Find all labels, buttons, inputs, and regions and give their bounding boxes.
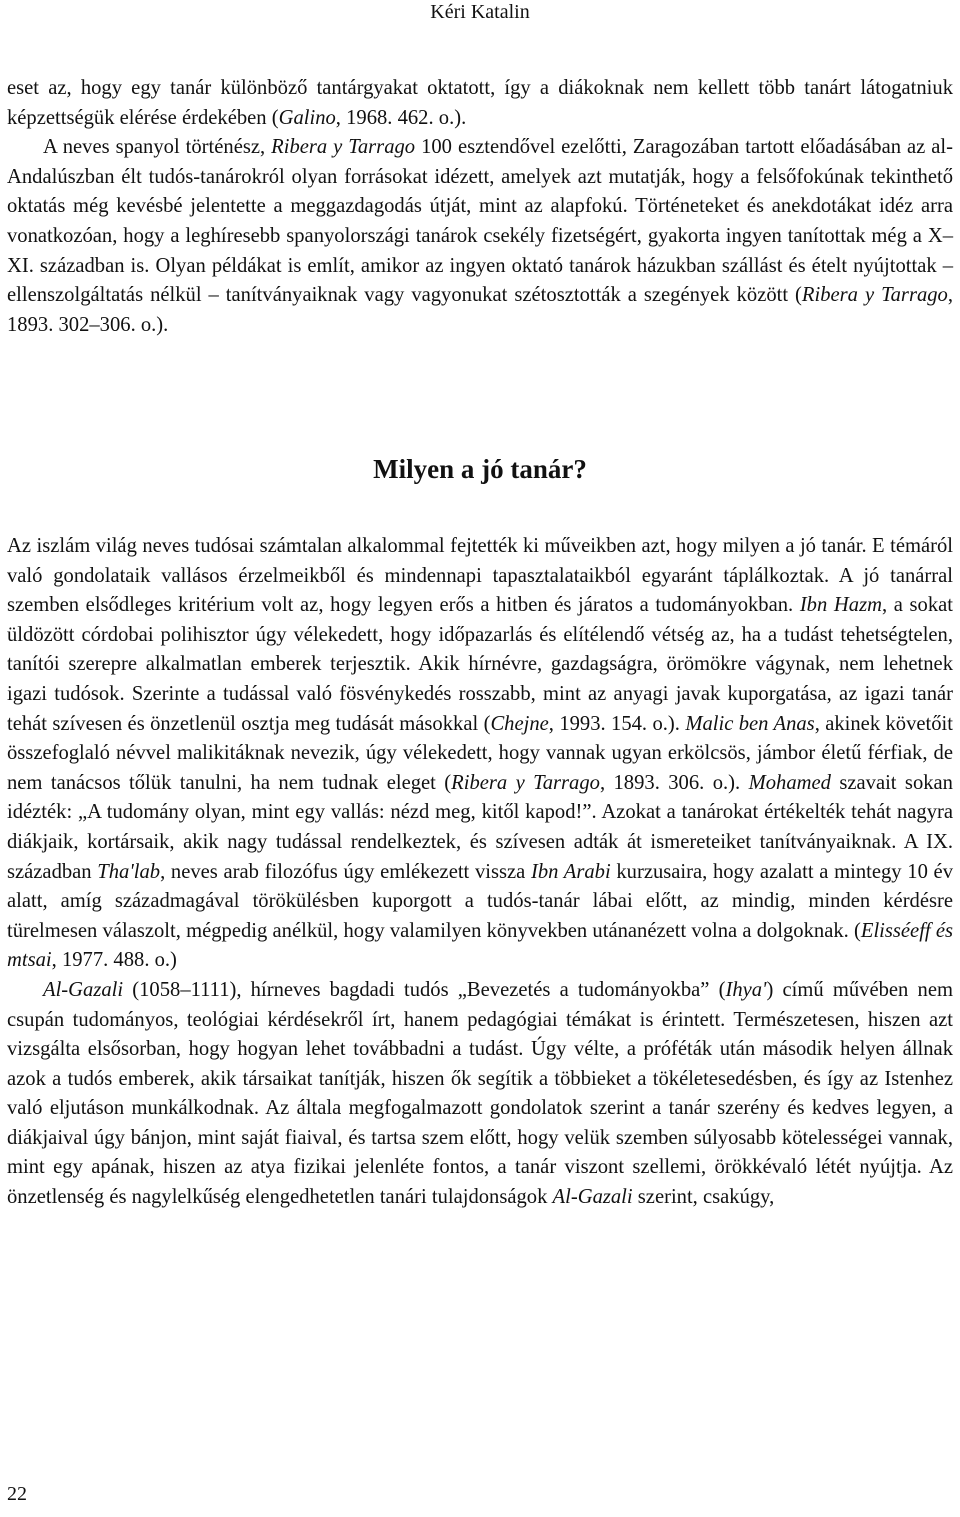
italic-citation-text: Ribera y Tarrago [801, 284, 948, 307]
text-run: kurzusaira, hogy azalatt a mintegy 10 év alatt, amíg századmagával törökülésben kuporgott a tudós-tanár lábai előtt, az mindig, minden kérdésre türelmesen válaszolt, mégpedig anélkül, hogy valamilyen könyvekben utánanézett volna a dolgoknak. ( [7, 860, 953, 942]
italic-citation-text: Ihya' [725, 978, 767, 1001]
text-run: szavait sokan idézték: „A tudomány olyan, mint egy vallás: nézd meg, kitől kapod!”. Azokat a tanárokat értékelték tehát nagyra diákjaik, kortársaik, akik nagy tudással rendelkeztek, és szívesen adták át ismereteiket tanítványaiknak. A IX. században [7, 771, 953, 883]
italic-citation-text: Chejne [490, 712, 549, 735]
italic-citation-text: Elisséeff és mtsai [7, 919, 953, 972]
text-run: , akinek követőit összefoglaló névvel malikitáknak nevezik, úgy vélekedett, hogy vannak ugyan erkölcsös, jámbor életű férfiak, de nem tanácsos tőlük tanulni, ha nem tudnak eleget ( [7, 712, 953, 794]
text-run: , 1893. 302–306. o.). [7, 284, 954, 336]
page-number: 22 [7, 1483, 27, 1505]
text-run: (1058–1111), hírneves bagdadi tudós „Bevezetés a tudományokba” ( [123, 978, 726, 1001]
text-run: szerint, csakúgy, [632, 1186, 775, 1209]
paragraph [7, 133, 953, 340]
italic-citation-text: Galino [278, 106, 336, 129]
italic-citation-text: Tha'lab [97, 860, 161, 883]
italic-citation-text: Ribera y Tarrago [451, 771, 600, 794]
text-run: Az iszlám világ neves tudósai számtalan alkalommal fejtették ki műveikben azt, hogy milyen a jó tanár. E témáról való gondolataik vallásos érzelmeikből és mindennapi tapasztalataikból egyaránt táplálkoztak. A jó tanárral szemben elsődleges kritérium volt az, hogy legyen erős a hitben és járatos a tudományokban. [7, 535, 953, 617]
italic-citation-text: Ibn Arabi [530, 860, 611, 883]
italic-citation-text: Al-Gazali [552, 1186, 633, 1209]
text-run: , a sokat üldözött córdobai polihisztor úgy vélekedett, hogy időpazarlás és elítélendő vétség az, ha a tudást tehetségtelen, tanítói szerepre alkalmatlan emberek terjesztik. Akik hírnévre, gazdagságra, örömökre vágynak, nem lehetnek igazi tudósok. Szerinte a tudással való fösvénykedés rosszabb, mint az anyagi javak kuporgatása, az igazi tanár tehát szívesen és önzetlenül osztja meg tudását másokkal ( [7, 594, 953, 735]
section-heading: Milyen a jó tanár? [373, 454, 587, 484]
italic-citation-text: Malic ben Anas [685, 712, 815, 735]
italic-citation-text: Ribera y Tarrago [271, 136, 416, 159]
italic-citation-text: Al-Gazali [43, 978, 124, 1001]
text-run: eset az, hogy egy tanár különböző tantárgyakat oktatott, így a diákoknak nem kellett több tanárt látogatniuk képzettségük elérése érdekében ( [7, 77, 953, 129]
italic-citation-text: Ibn Hazm [799, 594, 882, 617]
text-run: , 1968. 462. o.). [335, 106, 467, 129]
text-run: , 1893. 306. o.). [599, 771, 749, 794]
body-text-section-2 [7, 532, 953, 1213]
italic-citation-text: Mohamed [748, 771, 831, 794]
text-run: A neves spanyol történész, [43, 136, 272, 159]
text-run: , neves arab filozófus úgy emlékezett vissza [160, 860, 531, 883]
text-run: , 1977. 488. o.) [51, 949, 177, 972]
text-run: 100 esztendővel ezelőtti, Zaragozában tartott előadásában az al-Andalúszban élt tudós-tanárokról olyan forrásokat idézett, amelyek azt mutatják, hogy a felsőfokúnak tekinthető oktatás még kevésbé jelentette a meggazdagodás útját, mint az alapfokú. Történeteket és anekdotákat idéz arra vonatkozóan, hogy a leghíresebb spanyolországi tanárok csekély fizetségért, gyakorta ingyen tanítottak még a X–XI. században is. Olyan példákat is említ, amikor az ingyen oktató tanárok házukban szállást és ételt nyújtottak – ellenszolgáltatás nélkül – tanítványaiknak vagy vagyonukat szétosztották a szegények között ( [7, 136, 953, 307]
body-text-section-1 [7, 74, 953, 340]
text-run: , 1993. 154. o.). [548, 712, 686, 735]
paragraph [7, 532, 953, 976]
paragraph [7, 74, 953, 133]
paragraph [7, 976, 953, 1213]
text-run: ) című művében nem csupán tudományos, teológiai kérdésekről írt, hanem pedagógiai témákat is érintett. Természetesen, hiszen azt vizsgálta elsősorban, hogy hogyan lehet továbbadni a tudást. Úgy vélte, a próféták után második helyen állnak azok a tudós emberek, akik társaikat tanítják, hiszen ők segítik a többieket a tökéletesedésben, és így az Istenhez való eljutáson munkálkodnak. Az általa megfogalmazott gondolatok szerint a tanár szerény és kedves legyen, a diákjaival úgy bánjon, mint saját fiaival, és tartsa szem előtt, hogy velük szemben súlyosabb kötelességei vannak, mint egy apának, hiszen az atya fizikai jelenléte fontos, a tanár viszont szellemi, örökkévaló létét nyújtja. Az önzetlenség és nagylelkűség elengedhetetlen tanári tulajdonságok [7, 978, 953, 1209]
running-header-author: Kéri Katalin [430, 1, 530, 23]
